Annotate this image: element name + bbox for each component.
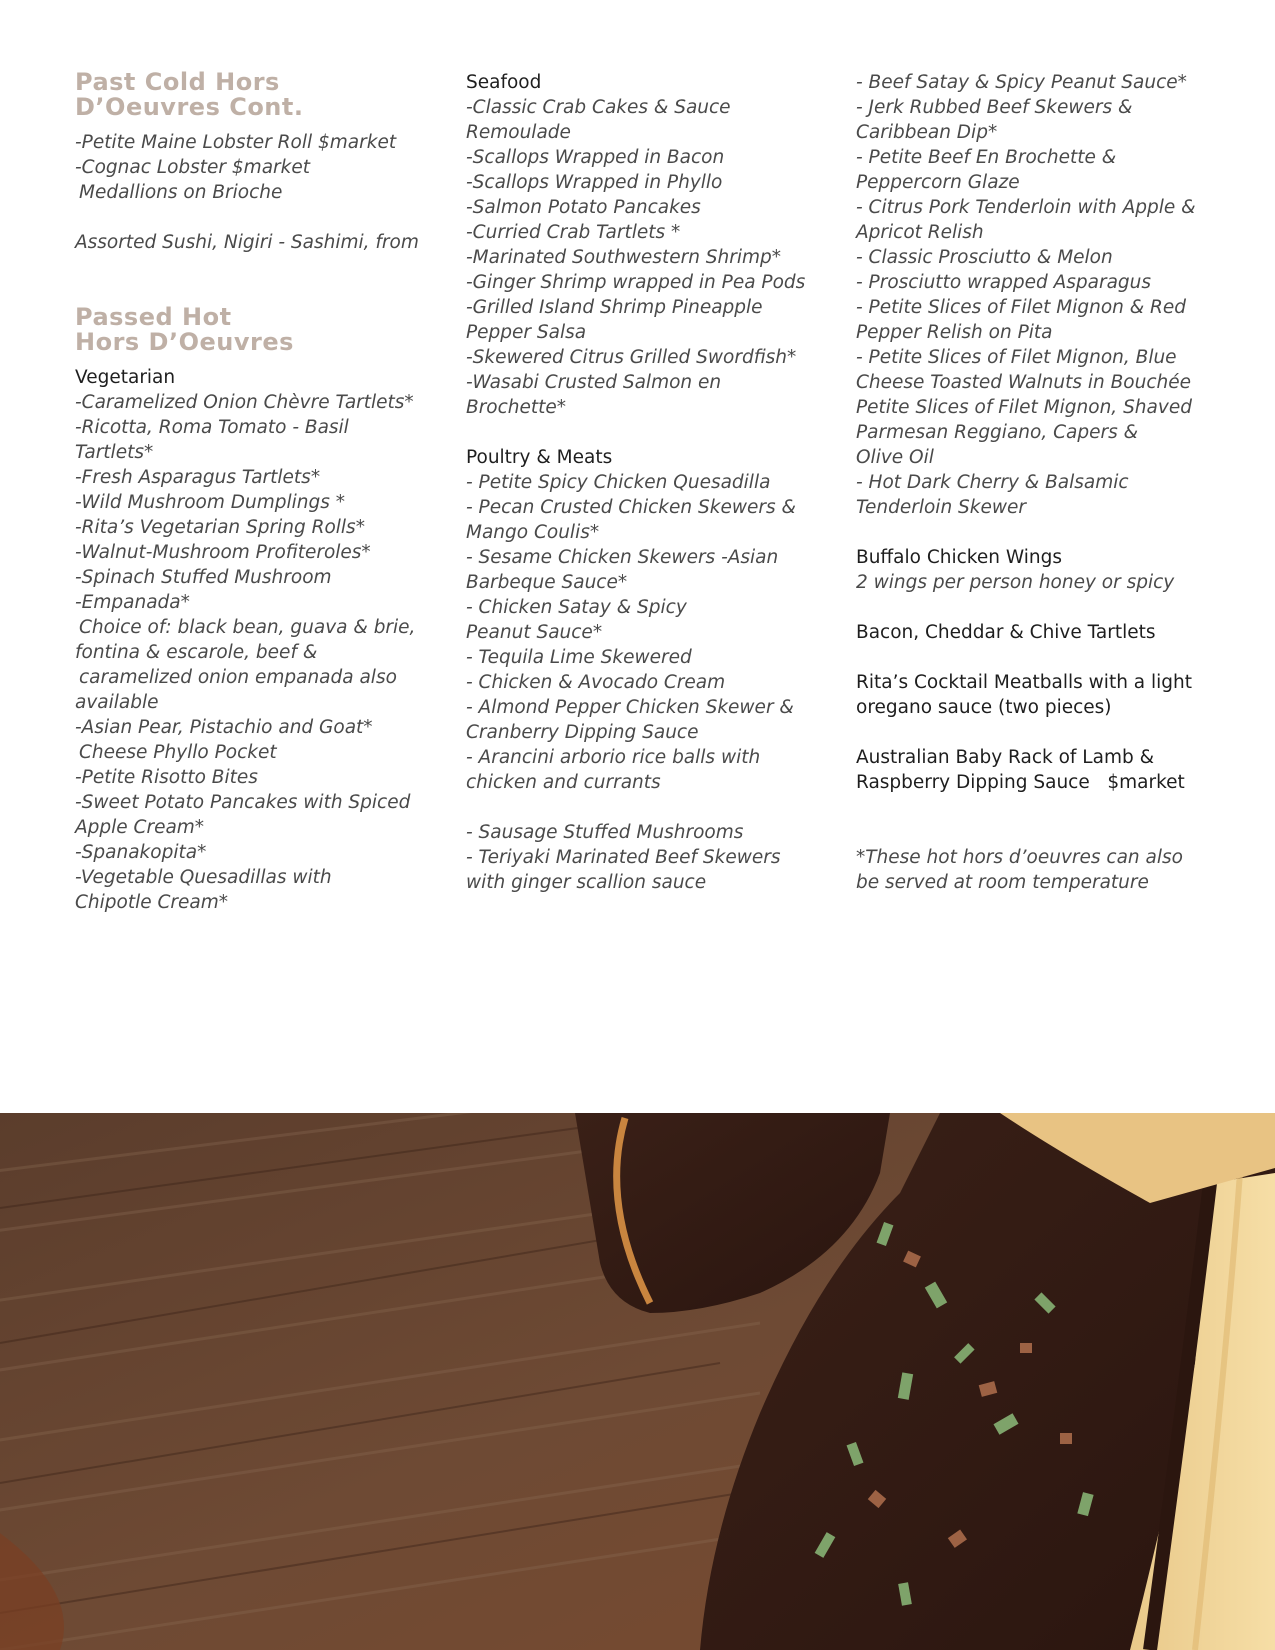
list-item: -Vegetable Quesadillas with xyxy=(75,867,332,888)
list-item: -Wild Mushroom Dumplings * xyxy=(75,492,345,513)
list-item: -Walnut-Mushroom Profiteroles* xyxy=(75,542,371,563)
lamb: Australian Baby Rack of Lamb & Raspberry Dipping Sauce $market xyxy=(856,747,1185,793)
list-item: -Spinach Stuffed Mushroom xyxy=(75,567,332,588)
list-item: Olive Oil xyxy=(856,447,934,468)
list-item: - Citrus Pork Tenderloin with Apple & xyxy=(856,197,1196,218)
more-items-list xyxy=(466,820,816,895)
list-item: - Tequila Lime Skewered xyxy=(466,647,692,668)
list-item: Chipotle Cream* xyxy=(75,892,229,913)
list-item: -Asian Pear, Pistachio and Goat* xyxy=(75,717,373,738)
list-item: - Chicken Satay & Spicy xyxy=(466,597,687,618)
meatballs: Rita’s Cocktail Meatballs with a light oregano sauce (two pieces) xyxy=(856,672,1193,718)
list-item: chicken and currants xyxy=(466,772,661,793)
seafood-title: Seafood xyxy=(466,72,542,93)
list-item: - Pecan Crusted Chicken Skewers & xyxy=(466,497,796,518)
list-item: - Petite Spicy Chicken Quesadilla xyxy=(466,472,771,493)
list-item: available xyxy=(75,692,159,713)
list-item: fontina & escarole, beef & xyxy=(75,642,318,663)
list-item: Pepper Salsa xyxy=(466,322,587,343)
list-item: -Empanada* xyxy=(75,592,190,613)
meat-list xyxy=(856,70,1211,520)
list-item: -Petite Maine Lobster Roll $market xyxy=(75,132,397,153)
list-item: Apricot Relish xyxy=(856,222,984,243)
list-item: Cheese Phyllo Pocket xyxy=(79,742,277,763)
list-item: - Classic Prosciutto & Melon xyxy=(856,247,1113,268)
list-item: caramelized onion empanada also xyxy=(79,667,397,688)
list-item: - Sesame Chicken Skewers -Asian xyxy=(466,547,779,568)
cold-items-list xyxy=(75,130,420,205)
list-item: with ginger scallion sauce xyxy=(466,872,707,893)
list-item: -Grilled Island Shrimp Pineapple xyxy=(466,297,763,318)
heading-past-cold: Past Cold Hors D’Oeuvres Cont. xyxy=(75,68,304,121)
list-item: -Spanakopita* xyxy=(75,842,207,863)
list-item: Brochette* xyxy=(466,397,567,418)
list-item: -Ricotta, Roma Tomato - Basil xyxy=(75,417,349,438)
poultry-list xyxy=(466,470,816,795)
list-item: - Teriyaki Marinated Beef Skewers xyxy=(466,847,781,868)
list-item: -Skewered Citrus Grilled Swordfish* xyxy=(466,347,797,368)
vegetarian-list xyxy=(75,390,420,915)
bacon-tartlets: Bacon, Cheddar & Chive Tartlets xyxy=(856,622,1156,643)
footnote: *These hot hors d’oeuvres can also be served at room temperature xyxy=(856,847,1183,893)
list-item: Peanut Sauce* xyxy=(466,622,603,643)
list-item: Caribbean Dip* xyxy=(856,122,998,143)
list-item: - Petite Slices of Filet Mignon, Blue xyxy=(856,347,1177,368)
list-item: - Arancini arborio rice balls with xyxy=(466,747,761,768)
list-item: Tenderloin Skewer xyxy=(856,497,1027,518)
list-item: - Petite Beef En Brochette & xyxy=(856,147,1117,168)
list-item: Petite Slices of Filet Mignon, Shaved xyxy=(856,397,1192,418)
list-item: Mango Coulis* xyxy=(466,522,600,543)
column-3 xyxy=(856,70,1211,895)
sushi-line: Assorted Sushi, Nigiri - Sashimi, from xyxy=(75,232,419,253)
list-item: -Caramelized Onion Chèvre Tartlets* xyxy=(75,392,414,413)
list-item: -Scallops Wrapped in Phyllo xyxy=(466,172,723,193)
list-item: - Almond Pepper Chicken Skewer & xyxy=(466,697,794,718)
list-item: Cheese Toasted Walnuts in Bouchée xyxy=(856,372,1191,393)
list-item: -Salmon Potato Pancakes xyxy=(466,197,701,218)
dessert-image xyxy=(0,1113,1275,1650)
list-item: -Cognac Lobster $market xyxy=(75,157,310,178)
list-item: Medallions on Brioche xyxy=(79,182,283,203)
list-item: Remoulade xyxy=(466,122,571,143)
column-2 xyxy=(466,70,816,895)
vegetarian-title: Vegetarian xyxy=(75,367,176,388)
list-item: - Prosciutto wrapped Asparagus xyxy=(856,272,1152,293)
list-item: Apple Cream* xyxy=(75,817,205,838)
list-item: Pepper Relish on Pita xyxy=(856,322,1053,343)
list-item: Tartlets* xyxy=(75,442,154,463)
list-item: - Hot Dark Cherry & Balsamic xyxy=(856,472,1129,493)
list-item: -Fresh Asparagus Tartlets* xyxy=(75,467,321,488)
list-item: -Marinated Southwestern Shrimp* xyxy=(466,247,782,268)
list-item: -Ginger Shrimp wrapped in Pea Pods xyxy=(466,272,806,293)
list-item: Choice of: black bean, guava & brie, xyxy=(79,617,416,638)
wings-note: 2 wings per person honey or spicy xyxy=(856,572,1175,593)
list-item: - Chicken & Avocado Cream xyxy=(466,672,726,693)
list-item: Barbeque Sauce* xyxy=(466,572,628,593)
list-item: - Jerk Rubbed Beef Skewers & xyxy=(856,97,1133,118)
list-item: -Rita’s Vegetarian Spring Rolls* xyxy=(75,517,365,538)
list-item: - Beef Satay & Spicy Peanut Sauce* xyxy=(856,72,1187,93)
seafood-list xyxy=(466,95,816,420)
list-item: -Classic Crab Cakes & Sauce xyxy=(466,97,731,118)
list-item: Peppercorn Glaze xyxy=(856,172,1020,193)
wings-title: Buffalo Chicken Wings xyxy=(856,547,1062,568)
list-item: -Sweet Potato Pancakes with Spiced xyxy=(75,792,411,813)
list-item: Parmesan Reggiano, Capers & xyxy=(856,422,1139,443)
poultry-title: Poultry & Meats xyxy=(466,447,613,468)
list-item: -Curried Crab Tartlets * xyxy=(466,222,681,243)
list-item: -Petite Risotto Bites xyxy=(75,767,258,788)
list-item: -Scallops Wrapped in Bacon xyxy=(466,147,725,168)
list-item: - Sausage Stuffed Mushrooms xyxy=(466,822,744,843)
column-1 xyxy=(75,70,420,915)
list-item: Cranberry Dipping Sauce xyxy=(466,722,699,743)
list-item: - Petite Slices of Filet Mignon & Red xyxy=(856,297,1187,318)
heading-passed-hot: Passed Hot Hors D’Oeuvres xyxy=(75,303,294,356)
dessert-photo xyxy=(0,1113,1275,1650)
list-item: -Wasabi Crusted Salmon en xyxy=(466,372,722,393)
